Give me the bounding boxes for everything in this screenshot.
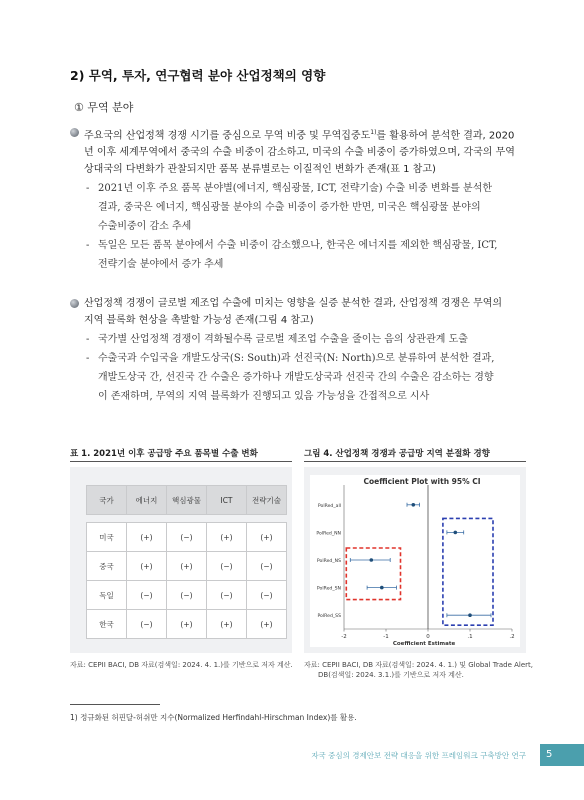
table-cell: (−) [247, 581, 287, 610]
table-cell: (−) [167, 581, 207, 610]
table-cell: 한국 [87, 610, 127, 639]
chart-title: Coefficient Plot with 95% CI [363, 477, 481, 486]
table-header-cell: 국가 [87, 486, 127, 515]
y-category-label: PolRed_all [317, 503, 341, 509]
table-cell: 독일 [87, 581, 127, 610]
dash-item: - 국가별 산업정책 경쟁이 격화될수록 글로벌 제조업 수출을 줄이는 음의 상관관계 도출 [84, 330, 528, 349]
table-1-panel [70, 467, 292, 653]
y-category-label: PolRed_SN [316, 586, 341, 592]
table-row [87, 552, 287, 581]
table-header-cell: 핵심광물 [167, 486, 207, 515]
coefficient-plot [304, 467, 526, 653]
table-cell: (+) [127, 552, 167, 581]
bullet-paragraph-1 [70, 124, 528, 274]
coefficient-point [412, 503, 416, 507]
chart-x-axis-label: Coefficient Estimate [392, 641, 456, 647]
table-header-cell: 에너지 [127, 486, 167, 515]
table-cell: (+) [207, 523, 247, 552]
table-cell: (+) [167, 552, 207, 581]
table-1-source: 자료: CEPII BACI, DB 자료(검색일: 2024. 4. 1.)를 기반으로 저자 계산. [70, 661, 293, 669]
section-title: 2) 무역, 투자, 연구협력 분야 산업정책의 영향 [70, 68, 326, 83]
table-cell: (+) [127, 523, 167, 552]
bullet-1-dash-list [70, 179, 528, 274]
dash-item: - 독일은 모든 품목 분야에서 수출 비중이 감소했으나, 한국은 에너지를 제외한 핵심광물, ICT, 전략기술 분야에서 증가 추세 [84, 236, 528, 274]
dash-item: - 2021년 이후 주요 품목 분야별(에너지, 핵심광물, ICT, 전략기술) 수출 비중 변화를 분석한 결과, 중국은 에너지, 핵심광물 분야의 수출 비중이 증가한 반면, 미국은 핵심광물 분야의 수출비중이 감소 추세 [84, 179, 528, 236]
bullet-icon [70, 128, 79, 137]
x-tick-label: 0 [426, 634, 430, 640]
bullet-paragraph-2 [70, 295, 528, 406]
y-category-label: PolRed_NN [316, 531, 341, 537]
table-cell: 중국 [87, 552, 127, 581]
table-cell: (+) [167, 610, 207, 639]
y-category-label: PolRed_SS [317, 614, 341, 620]
figure-4-title: 그림 4. 산업정책 경쟁과 공급망 지역 분절화 경향 [304, 449, 490, 459]
x-tick-label: .2 [509, 634, 515, 640]
table-row [87, 523, 287, 552]
table-cell: 미국 [87, 523, 127, 552]
footnote: 1) 정규화된 허핀달-허쉬만 지수(Normalized Herfindahl-Hirschman Index)를 활용. [70, 713, 357, 722]
table-1-title: 표 1. 2021년 이후 공급망 주요 품목별 수출 변화 [70, 449, 258, 459]
coefficient-point [468, 613, 472, 617]
table-cell: (−) [247, 552, 287, 581]
running-title: 자국 중심의 경제안보 전략 대응을 위한 프레임워크 구축방안 연구 [311, 751, 526, 760]
y-category-label: PolRed_NS [316, 559, 341, 564]
bullet-icon [70, 299, 79, 308]
table-cell: (−) [127, 610, 167, 639]
table-cell: (−) [167, 523, 207, 552]
table-row [87, 581, 287, 610]
table-row [87, 610, 287, 639]
page-number: 5 [540, 744, 584, 766]
table-cell: (−) [127, 581, 167, 610]
figure-4-rule [304, 461, 526, 462]
table-cell: (+) [207, 610, 247, 639]
table-header-row [87, 486, 287, 515]
coefficient-point [370, 558, 374, 562]
export-change-table [86, 485, 287, 639]
table-1-rule [70, 461, 292, 462]
footnote-rule [70, 704, 160, 705]
coefficient-point [454, 531, 458, 535]
table-cell: (+) [247, 523, 287, 552]
table-header-cell: ICT [207, 486, 247, 515]
bullet-2-text: 산업정책 경쟁이 글로벌 제조업 수출에 미치는 영향을 실증 분석한 결과, 산업정책 경쟁은 무역의 지역 블록화 현상을 촉발할 가능성 존재(그림 4 참고) [84, 298, 503, 326]
coefficient-point [380, 586, 384, 590]
x-tick-label: -2 [341, 634, 347, 640]
figure-4-source: 자료: CEPII BACI, DB 자료(검색일: 2024. 4. 1.) 및 Global Trade Alert, DB(검색일: 2024. 3.1.)를 기반으로 저자 계산. [304, 661, 534, 679]
x-tick-label: -1 [383, 634, 389, 640]
table-spacer [87, 515, 287, 523]
dash-item: - 수출국과 수입국을 개발도상국(S: South)과 선진국(N: North)으로 분류하여 분석한 결과, 개발도상국 간, 선진국 간 수출은 증가하나 개발도상국과 선진국 간의 수출은 감소하는 경향 이 존재하며, 무역의 지역 블록화가 진행되고 있음 가능성을 간접적으로 시사 [84, 349, 528, 406]
figure-4-panel [304, 467, 526, 653]
plot-background [310, 475, 520, 647]
table-header-cell: 전략기술 [247, 486, 287, 515]
x-tick-label: .1 [467, 634, 473, 640]
subsection-title: ① 무역 분야 [74, 101, 134, 114]
table-cell: (+) [247, 610, 287, 639]
table-cell: (−) [207, 581, 247, 610]
bullet-2-dash-list [70, 330, 528, 406]
table-cell: (−) [207, 552, 247, 581]
bullet-1-text: 주요국의 산업정책 경쟁 시기를 중심으로 무역 비중 및 무역집중도$^{1)}$를 활용하여 분석한 결과, 2020 년 이후 세계무역에서 중국의 수출 비중이 감소하고, 미국의 수출 비중이 증가하였으며, 각국의 무역 상대국의 다변화가 관찰되지만 품목 분류별로는 이질적인 변화가 존재(표 1 참고) [84, 129, 515, 176]
